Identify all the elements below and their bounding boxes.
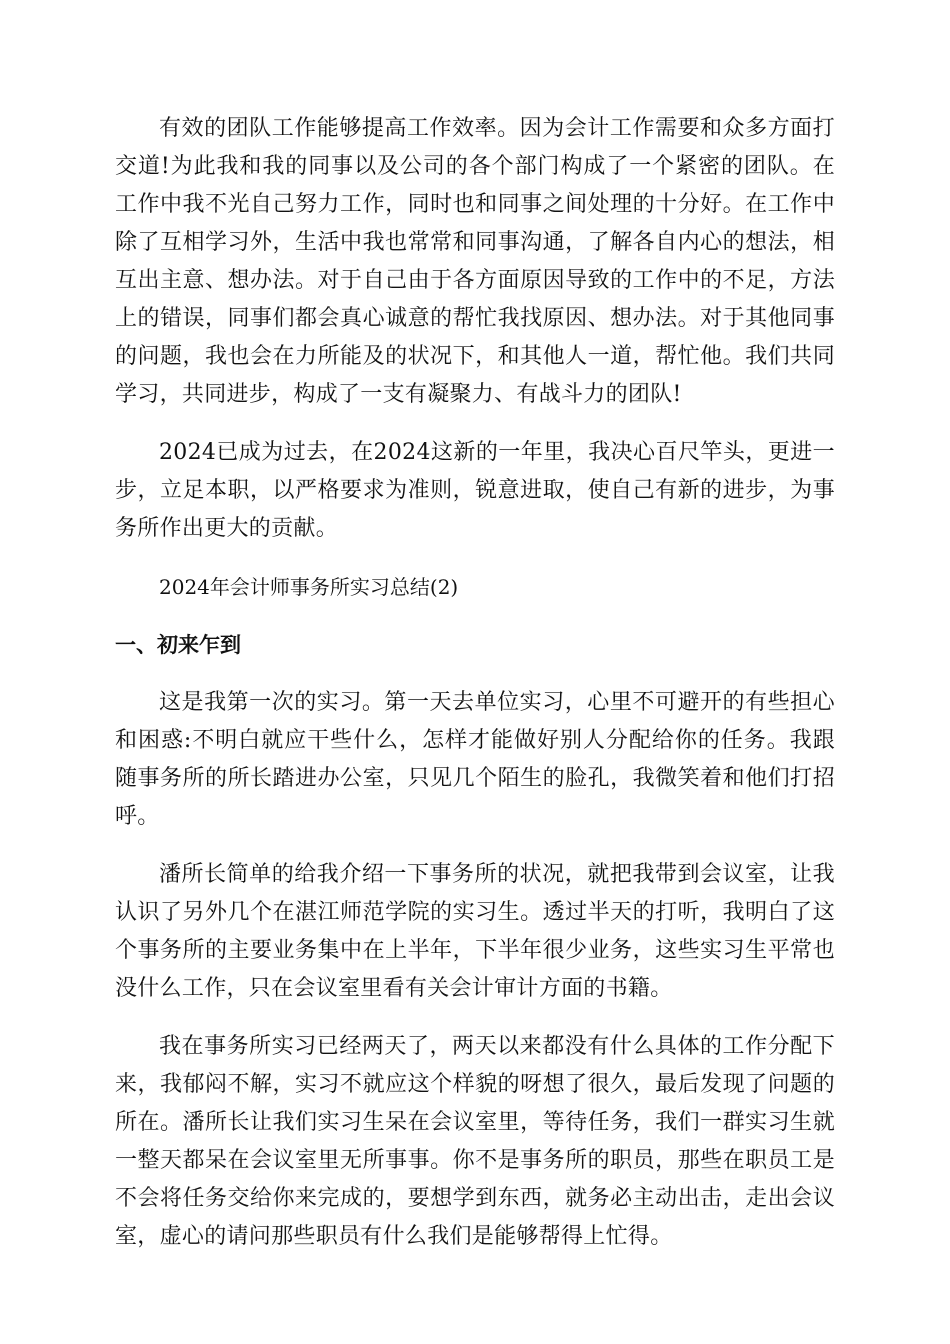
section-title: 2024年会计师事务所实习总结(2) — [159, 575, 459, 599]
paragraph-gap — [115, 664, 835, 684]
paragraph-gap — [115, 606, 835, 626]
paragraph-first-internship: 这是我第一次的实习。第一天去单位实习，心里不可避开的有些担心和困惑:不明白就应干些什么，怎样才能做好别人分配给你的任务。我跟随事务所的所长踏进办公室，只见几个陌生的脸孔，我微笑着和他们打招呼。 — [115, 690, 835, 829]
paragraph-gap — [115, 1008, 835, 1028]
paragraph-director-intro: 潘所长简单的给我介绍一下事务所的状况，就把我带到会议室，让我认识了另外几个在湛江师范学院的实习生。透过半天的打听，我明白了这个事务所的主要业务集中在上半年，下半年很少业务，这些实习生平常也没什么工作，只在会议室里看有关会计审计方面的书籍。 — [115, 862, 835, 1001]
paragraph-two-days: 我在事务所实习已经两天了，两天以来都没有什么具体的工作分配下来，我郁闷不解，实习不就应这个样貌的呀想了很久，最后发现了问题的所在。潘所长让我们实习生呆在会议室里，等待任务，我们一群实习生就一整天都呆在会议室里无所事事。你不是事务所的职员，那些在职员工是不会将任务交给你来完成的，要想学到东西，就务必主动出击，走出会议室，虚心的请问那些职员有什么我们是能够帮得上忙得。 — [115, 1034, 835, 1249]
paragraph-gap — [115, 414, 835, 434]
paragraph-gap — [115, 836, 835, 856]
document-page — [115, 110, 835, 1256]
paragraph-gap — [115, 548, 835, 568]
paragraph-new-year: 2024已成为过去，在2024这新的一年里，我决心百尺竿头，更进一步，立足本职，以严格要求为准则，锐意进取，使自己有新的进步，为事务所作出更大的贡献。 — [115, 440, 835, 541]
heading-first-arrival: 一、初来乍到 — [115, 633, 241, 657]
paragraph-teamwork: 有效的团队工作能够提高工作效率。因为会计工作需要和众多方面打交道!为此我和我的同事以及公司的各个部门构成了一个紧密的团队。在工作中我不光自己努力工作，同时也和同事之间处理的十分好。在工作中除了互相学习外，生活中我也常常和同事沟通，了解各自内心的想法，相互出主意、想办法。对于自己由于各方面原因导致的工作中的不足，方法上的错误，同事们都会真心诚意的帮忙我找原因、想办法。对于其他同事的问题，我也会在力所能及的状况下，和其他人一道，帮忙他。我们共同学习，共同进步，构成了一支有凝聚力、有战斗力的团队! — [115, 116, 835, 407]
